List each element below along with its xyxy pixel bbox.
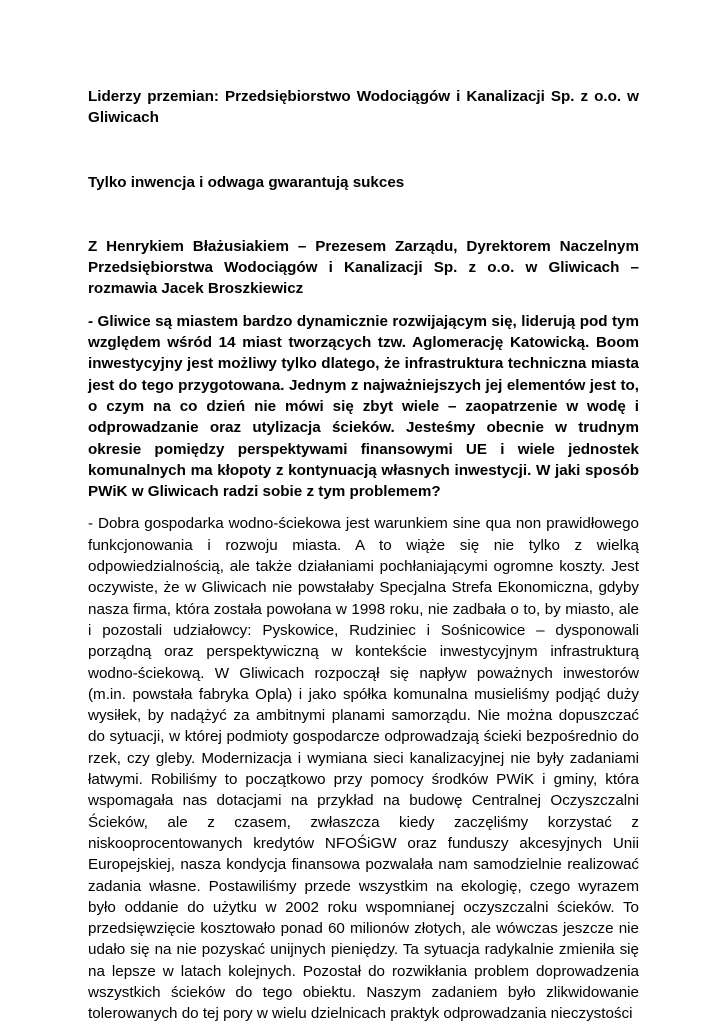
article-subtitle: Tylko inwencja i odwaga gwarantują sukces: [88, 173, 405, 191]
interview-intro: Z Henrykiem Błażusiakiem – Prezesem Zarządu, Dyrektorem Naczelnym Przedsiębiorstwa Wodociągów i Kanalizacji Sp. z o.o. w Gliwicach – rozmawia Jacek Broszkiewicz: [88, 237, 639, 298]
interview-question: - Gliwice są miastem bardzo dynamicznie rozwijającym się, liderują pod tym względem wśród 14 miast tworzących tzw. Aglomerację Katowicką. Boom inwestycyjny jest możliwy tylko dlatego, że infrastruktura techniczna miasta jest do tego przygotowana. Jednym z najważniejszych jej elementów jest to, o czym na co dzień nie mówi się zbyt wiele – zaopatrzenie w wodę i odprowadzanie oraz utylizacja ścieków. Jesteśmy obecnie w trudnym okresie pomiędzy perspektywami finansowymi UE i wiele jednostek komunalnych ma kłopoty z kontynuacją własnych inwestycji. W jaki sposób PWiK w Gliwicach radzi sobie z tym problemem?: [88, 312, 639, 501]
article-title: Liderzy przemian: Przedsiębiorstwo Wodociągów i Kanalizacji Sp. z o.o. w Gliwicach: [88, 88, 639, 127]
document-page: [88, 86, 639, 1025]
interview-answer: - Dobra gospodarka wodno-ściekowa jest warunkiem sine qua non prawidłowego funkcjonowania i rozwoju miasta. A to wiąże się nie tylko z wielką odpowiedzialnością, ale także działaniami pochłaniającymi ogromne koszty. Jest oczywiste, że w Gliwicach nie powstałaby Specjalna Strefa Ekonomiczna, gdyby nasza firma, która została powołana w 1998 roku, nie zadbała o to, by miasto, ale i pozostali udziałowcy: Pyskowice, Rudziniec i Sośnicowice – dysponowali porządną oraz perspektywiczną w kontekście inwestycyjnym infrastrukturą wodno-ściekową. W Gliwicach rozpoczął się napływ poważnych inwestorów (m.in. powstała fabryka Opla) i jako spółka komunalna musieliśmy podjąć duży wysiłek, by nadążyć za ambitnymi planami samorządu. Nie można dopuszczać do sytuacji, w której podmioty gospodarcze odprowadzają ścieki bezpośrednio do rzek, czy gleby. Modernizacja i wymiana sieci kanalizacyjnej nie były zadaniami łatwymi. Robiliśmy to początkowo przy pomocy środków PWiK i gminy, która wspomagała nas dotacjami na przykład na budowę Centralnej Oczyszczalni Ścieków, ale z czasem, zwłaszcza kiedy zaczęliśmy korzystać z niskooprocentowanych kredytów NFOŚiGW oraz funduszy akcesyjnych Unii Europejskiej, nasza kondycja finansowa pozwalała nam samodzielnie realizować zadania własne. Postawiliśmy przede wszystkim na ekologię, czego wyrazem było oddanie do użytku w 2002 roku wspomnianej oczyszczalni ścieków. To przedsięwzięcie kosztowało ponad 60 milionów złotych, ale wówczas jeszcze nie udało się na nie pozyskać unijnych pieniędzy. Ta sytuacja radykalnie zmieniła się na lepsze w latach kolejnych. Pozostał do rozwikłania problem doprowadzenia wszystkich ścieków do tego obiektu. Naszym zadaniem było zlikwidowanie tolerowanych do tej pory w wielu dzielnicach praktyk odprowadzania nieczystości: [88, 515, 639, 1023]
